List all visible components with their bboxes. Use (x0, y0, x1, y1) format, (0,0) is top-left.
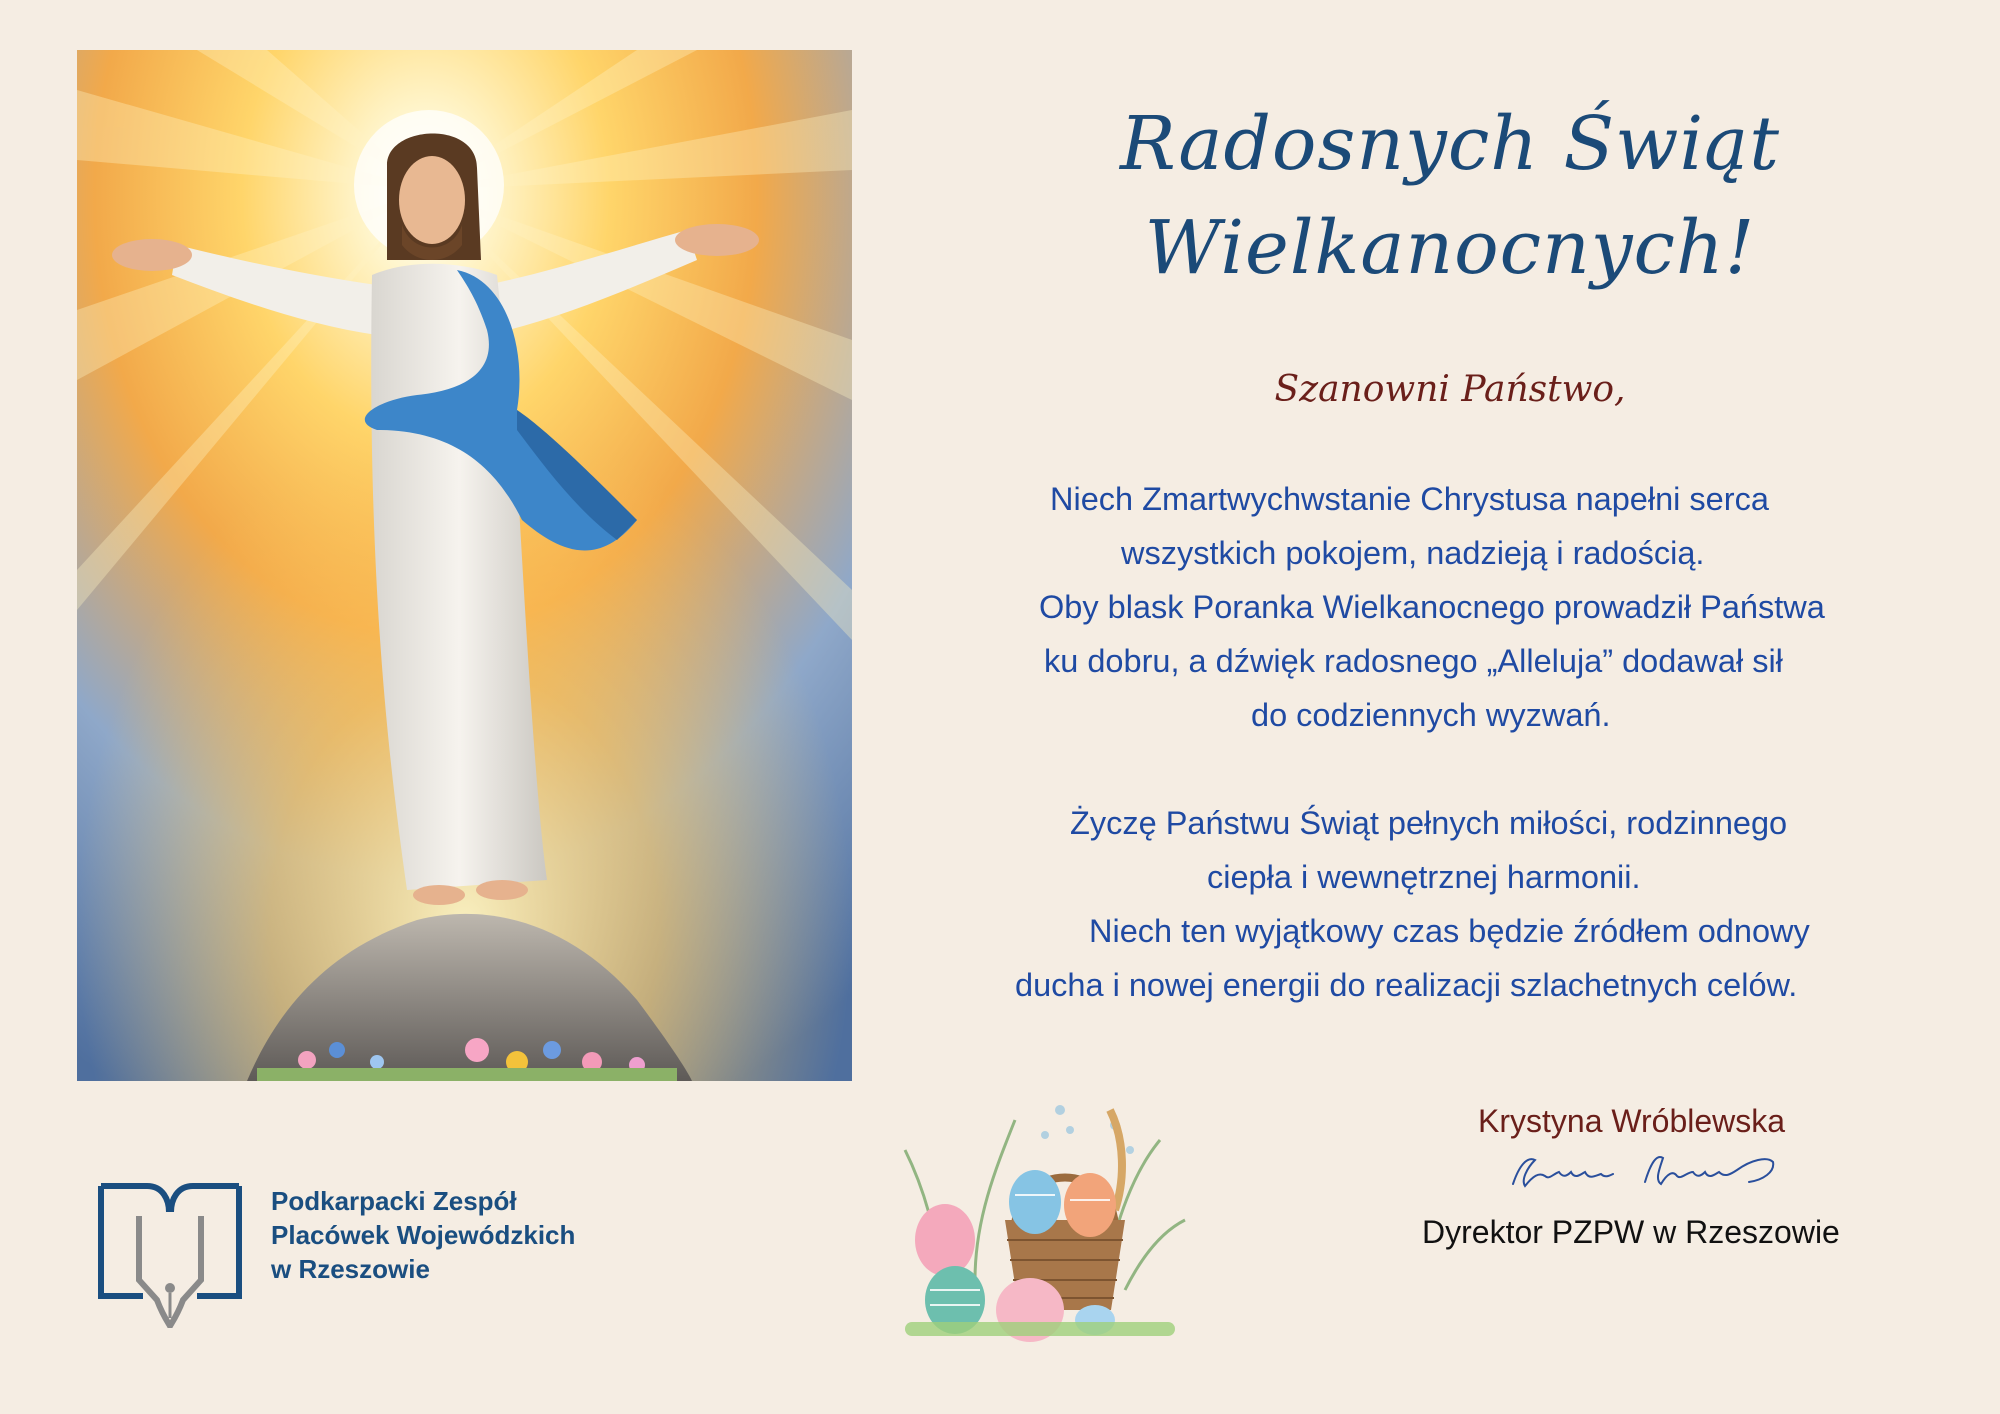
organization-name (271, 1184, 575, 1286)
message-line: do codziennych wyzwań. (1251, 697, 1611, 733)
christ-painting (77, 50, 852, 1081)
salutation: Szanowni Państwo, (1274, 369, 1626, 410)
easter-basket-illustration (885, 1080, 1190, 1345)
organization-name-line: Podkarpacki Zespół (271, 1186, 517, 1216)
message-line: ku dobru, a dźwięk radosnego „Alleluja” dodawał sił (1044, 643, 1783, 679)
message-line: Oby blask Poranka Wielkanocnego prowadził Państwa (1039, 589, 1825, 625)
organization-name-line: Placówek Wojewódzkich (271, 1220, 576, 1250)
open-book-pen-logo-icon (95, 1178, 245, 1328)
christ-illustration (77, 50, 852, 1081)
greeting-title-line2: Wielkanocnych! (1144, 205, 1756, 291)
handwritten-signature (1505, 1146, 1785, 1196)
signer-role: Dyrektor PZPW w Rzeszowie (1422, 1214, 1840, 1250)
message-line: ciepła i wewnętrznej harmonii. (1207, 859, 1641, 895)
organization-name-line: w Rzeszowie (271, 1254, 430, 1284)
message-line: Niech ten wyjątkowy czas będzie źródłem odnowy (1089, 913, 1810, 949)
message-line: wszystkich pokojem, nadzieją i radością. (1121, 535, 1705, 571)
message-line: ducha i nowej energii do realizacji szlachetnych celów. (1015, 967, 1798, 1003)
signer-name: Krystyna Wróblewska (1478, 1103, 1786, 1139)
greeting-title (990, 92, 1910, 300)
message-line: Życzę Państwu Świąt pełnych miłości, rodzinnego (1070, 805, 1788, 841)
message-line: Niech Zmartwychwstanie Chrystusa napełni serca (1050, 481, 1769, 517)
greeting-title-line1: Radosnych Świąt (1119, 101, 1781, 187)
